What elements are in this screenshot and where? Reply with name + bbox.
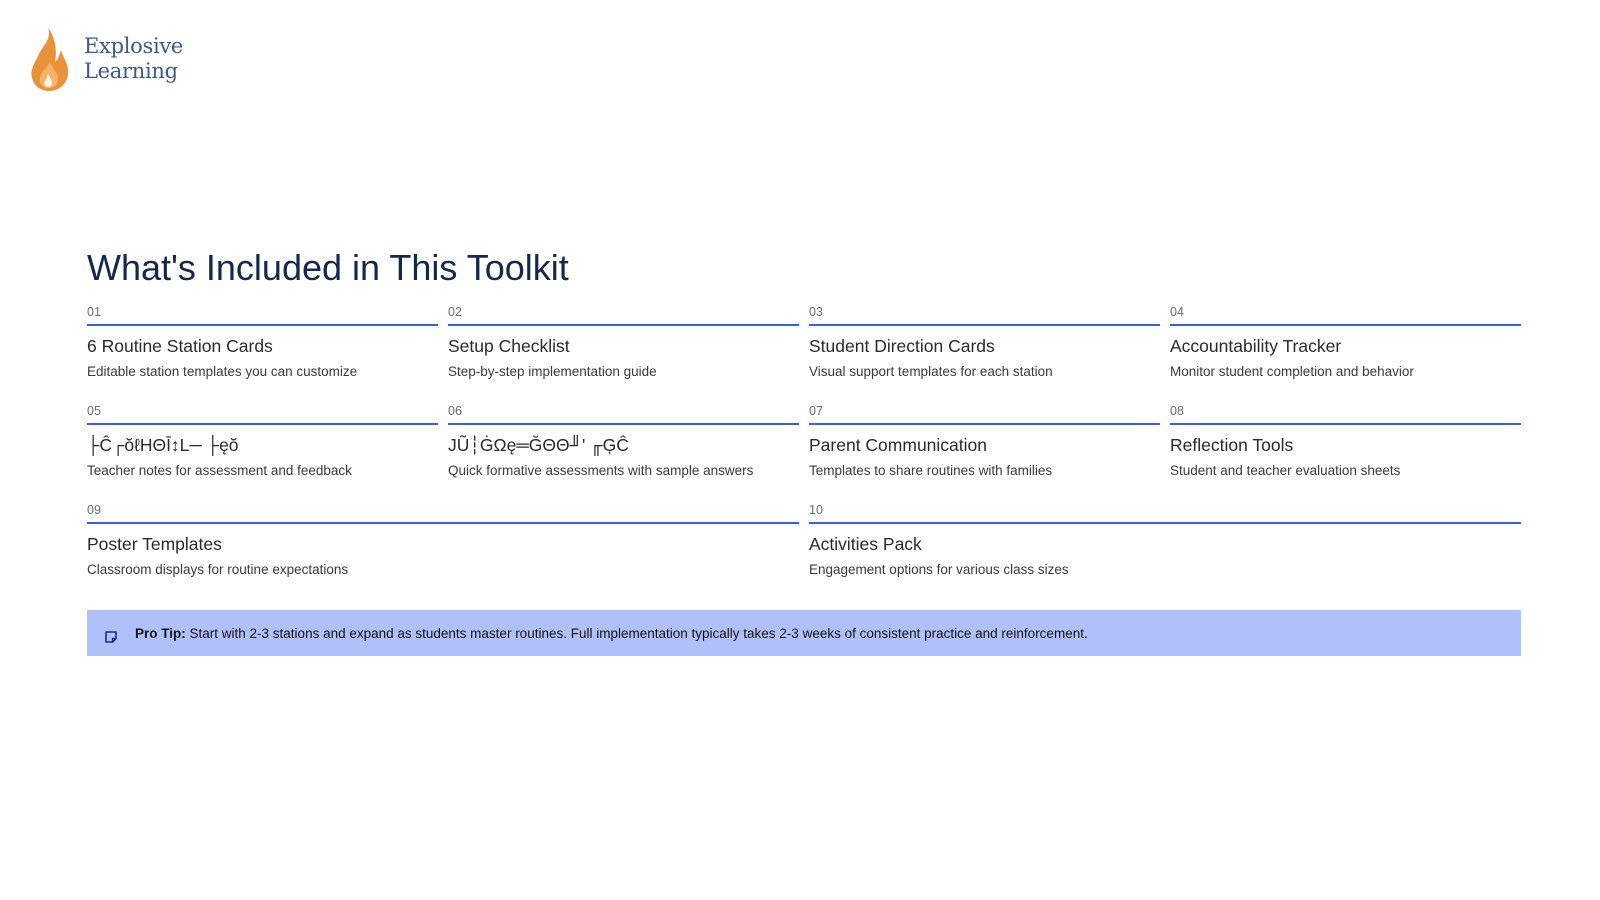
item-number: 07 <box>809 404 1160 425</box>
item-description: Visual support templates for each station <box>809 364 1053 379</box>
logo-text <box>84 34 183 84</box>
toolkit-item <box>87 503 799 602</box>
toolkit-item <box>448 404 799 503</box>
item-description: Engagement options for various class sizes <box>809 562 1069 577</box>
item-number: 09 <box>87 503 799 524</box>
item-description: Classroom displays for routine expectations <box>87 562 349 577</box>
toolkit-item <box>1170 305 1521 404</box>
item-title: ├Ĉ┌ŏℓΗΘĪ↕L─ ├ęŏ <box>87 435 239 455</box>
logo-line-1: Explosive <box>84 34 184 58</box>
toolkit-item <box>809 305 1160 404</box>
toolkit-item <box>87 305 438 404</box>
item-description: Monitor student completion and behavior <box>1170 364 1414 379</box>
item-title: Poster Templates <box>87 534 222 554</box>
toolkit-item <box>87 404 438 503</box>
item-number: 08 <box>1170 404 1521 425</box>
item-title: Reflection Tools <box>1170 435 1294 455</box>
item-description: Quick formative assessments with sample answers <box>448 463 754 478</box>
logo-line-2: Learning <box>84 59 178 83</box>
item-description: Templates to share routines with families <box>809 463 1053 478</box>
item-title: Activities Pack <box>809 534 922 554</box>
item-number: 01 <box>87 305 438 326</box>
toolkit-item <box>1170 404 1521 503</box>
item-number: 10 <box>809 503 1521 524</box>
item-title: Parent Communication <box>809 435 987 455</box>
item-description: Teacher notes for assessment and feedback <box>87 463 352 478</box>
pro-tip-text <box>135 626 1088 641</box>
pro-tip-banner <box>87 610 1521 656</box>
page-title: What's Included in This Toolkit <box>87 247 569 288</box>
toolkit-item <box>809 404 1160 503</box>
item-title: 6 Routine Station Cards <box>87 336 273 356</box>
item-title: Accountability Tracker <box>1170 336 1342 356</box>
item-title: JŨ┆ĠΩę═ĞΘΘ╜' ╓ĢĈ <box>448 435 629 455</box>
item-number: 03 <box>809 305 1160 326</box>
toolkit-item <box>448 305 799 404</box>
item-description: Step-by-step implementation guide <box>448 364 657 379</box>
item-number: 02 <box>448 305 799 326</box>
item-number: 05 <box>87 404 438 425</box>
item-description: Editable station templates you can customize <box>87 364 358 379</box>
item-number: 06 <box>448 404 799 425</box>
toolkit-items-grid <box>87 305 1521 602</box>
pro-tip-body: Start with 2-3 stations and expand as students master routines. Full implementation typically takes 2-3 weeks of consistent practice and reinforcement. <box>185 625 1088 641</box>
flame-icon <box>28 26 70 92</box>
pro-tip-label: Pro Tip: <box>135 625 186 641</box>
item-title: Student Direction Cards <box>809 336 995 356</box>
toolkit-item <box>809 503 1521 602</box>
logo <box>28 26 183 92</box>
item-title: Setup Checklist <box>448 336 570 356</box>
note-icon <box>104 630 118 644</box>
item-number: 04 <box>1170 305 1521 326</box>
item-description: Student and teacher evaluation sheets <box>1170 463 1401 478</box>
